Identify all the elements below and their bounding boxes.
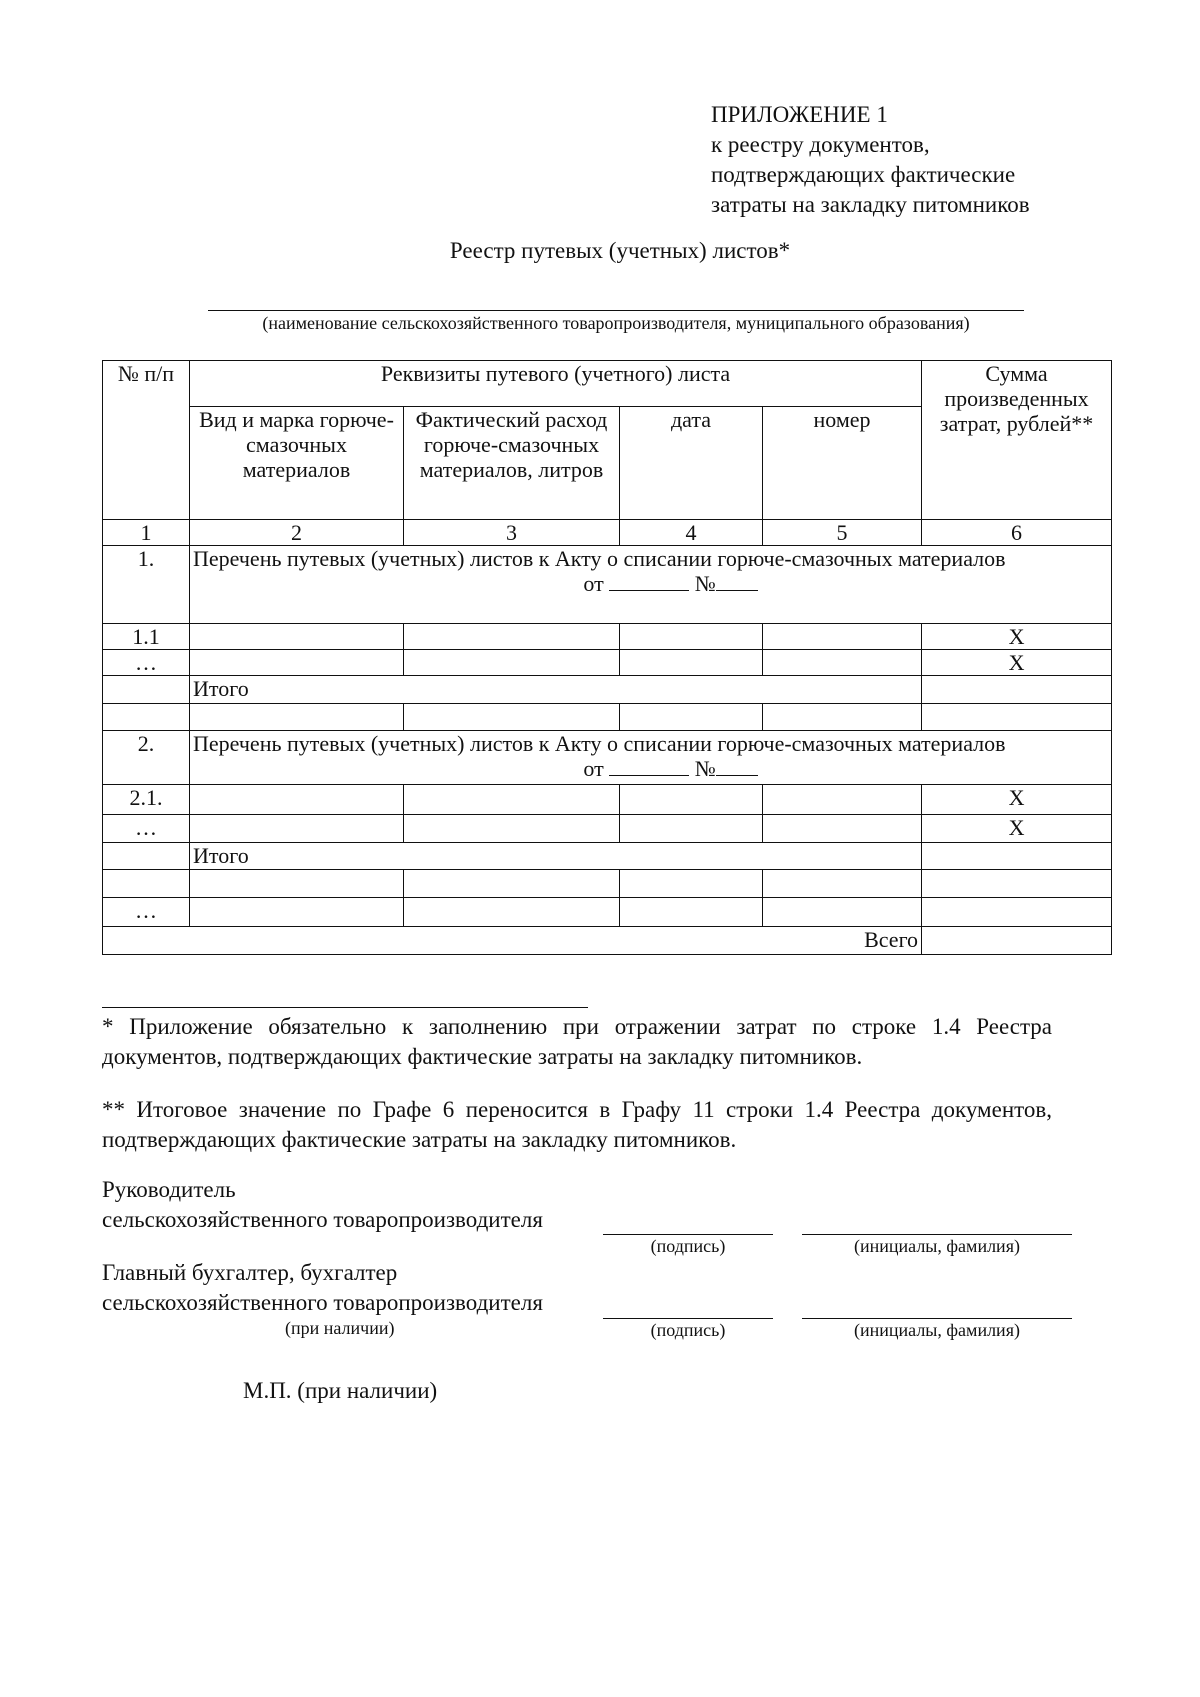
cell-number[interactable] [763, 898, 922, 927]
section-1-date-blank[interactable] [609, 572, 689, 591]
footnote-separator [102, 1007, 588, 1008]
row-num: … [103, 650, 190, 676]
cell-date[interactable] [620, 898, 763, 927]
document-title: Реестр путевых (учетных) листов* [449, 238, 791, 263]
total-1-label: Итого [190, 676, 922, 704]
cell-fuel-type[interactable] [190, 898, 404, 927]
cell-date[interactable] [620, 650, 763, 676]
cell-number[interactable] [763, 624, 922, 650]
head-title-line1: Руководитель [102, 1177, 236, 1202]
section-1-from-label: от [583, 571, 604, 596]
cell-sum: Х [922, 650, 1112, 676]
column-number: 2 [190, 520, 404, 546]
section-2-no-label: № [694, 756, 716, 781]
cell-sum[interactable] [922, 704, 1112, 731]
column-number: 3 [404, 520, 620, 546]
row-num [103, 704, 190, 731]
cell-number[interactable] [763, 704, 922, 731]
appendix-block [711, 100, 1030, 220]
cell-fuel-type[interactable] [190, 785, 404, 815]
footnote-1: * Приложение обязательно к заполнению при отражении затрат по строке 1.4 Реестра документов, подтверждающих фактические затраты на закладку питомников. [102, 1014, 1052, 1069]
total-num-cell [103, 676, 190, 704]
row-num: 1.1 [103, 624, 190, 650]
accountant-signature-line[interactable] [603, 1318, 773, 1319]
cell-fuel-consumption[interactable] [404, 624, 620, 650]
cell-fuel-type[interactable] [190, 624, 404, 650]
cell-number[interactable] [763, 870, 922, 898]
section-1-num: 1. [103, 546, 190, 624]
cell-sum: Х [922, 815, 1112, 843]
header-number: номер [763, 407, 922, 520]
cell-number[interactable] [763, 815, 922, 843]
header-fuel-type: Вид и марка горюче-смазочных материалов [190, 407, 404, 520]
header-sum: Сумма произведенных затрат, рублей** [922, 361, 1112, 520]
table-row [103, 870, 1112, 898]
section-1-row [103, 546, 1112, 624]
cell-sum: Х [922, 785, 1112, 815]
total-row [103, 843, 1112, 870]
head-signature-caption: (подпись) [650, 1236, 726, 1256]
cell-fuel-type[interactable] [190, 815, 404, 843]
head-signature-line[interactable] [603, 1234, 773, 1235]
cell-number[interactable] [763, 650, 922, 676]
total-2-label: Итого [190, 843, 922, 870]
appendix-heading: ПРИЛОЖЕНИЕ 1 [711, 102, 888, 127]
grand-total-row [103, 927, 1112, 955]
table-row [103, 650, 1112, 676]
cell-date[interactable] [620, 704, 763, 731]
cell-sum[interactable] [922, 870, 1112, 898]
cell-sum[interactable] [922, 898, 1112, 927]
column-numbers-row [103, 520, 1112, 546]
accountant-note: (при наличии) [285, 1318, 395, 1338]
cell-fuel-consumption[interactable] [404, 870, 620, 898]
cell-date[interactable] [620, 785, 763, 815]
accountant-name-caption: (инициалы, фамилия) [854, 1320, 1020, 1340]
total-num-cell [103, 843, 190, 870]
cell-fuel-type[interactable] [190, 650, 404, 676]
table-row [103, 704, 1112, 731]
header-date: дата [620, 407, 763, 520]
cell-fuel-consumption[interactable] [404, 785, 620, 815]
cell-fuel-consumption[interactable] [404, 898, 620, 927]
accountant-title-line1: Главный бухгалтер, бухгалтер [102, 1260, 398, 1285]
column-number: 5 [763, 520, 922, 546]
appendix-line: к реестру документов, [711, 132, 930, 157]
cell-fuel-type[interactable] [190, 870, 404, 898]
total-2-sum[interactable] [922, 843, 1112, 870]
total-1-sum[interactable] [922, 676, 1112, 704]
organization-name-line[interactable] [208, 310, 1024, 311]
appendix-line: подтверждающих фактические [711, 162, 1016, 187]
table-row [103, 815, 1112, 843]
grand-total-sum[interactable] [922, 927, 1112, 955]
section-1-no-label: № [694, 571, 716, 596]
total-row [103, 676, 1112, 704]
cell-date[interactable] [620, 624, 763, 650]
cell-fuel-type[interactable] [190, 704, 404, 731]
accountant-name-line[interactable] [802, 1318, 1072, 1319]
column-number: 4 [620, 520, 763, 546]
column-number: 1 [103, 520, 190, 546]
section-2-number-blank[interactable] [716, 757, 758, 776]
cell-number[interactable] [763, 785, 922, 815]
head-name-caption: (инициалы, фамилия) [854, 1236, 1020, 1256]
row-num [103, 870, 190, 898]
section-2-row [103, 731, 1112, 785]
row-num: 2.1. [103, 785, 190, 815]
table-row [103, 898, 1112, 927]
cell-date[interactable] [620, 870, 763, 898]
header-fuel-consumption: Фактический расход горюче-смазочных материалов, литров [404, 407, 620, 520]
section-1-text: Перечень путевых (учетных) листов к Акту о списании горюче-смазочных материалов [193, 546, 1006, 571]
row-num: … [103, 815, 190, 843]
cell-fuel-consumption[interactable] [404, 704, 620, 731]
section-1-title [190, 546, 1112, 624]
head-title-line2: сельскохозяйственного товаропроизводителя [102, 1207, 543, 1232]
column-number: 6 [922, 520, 1112, 546]
section-2-title [190, 731, 1112, 785]
section-2-text: Перечень путевых (учетных) листов к Акту о списании горюче-смазочных материалов [193, 731, 1006, 756]
row-num: … [103, 898, 190, 927]
section-1-number-blank[interactable] [716, 572, 758, 591]
section-2-from-label: от [583, 756, 604, 781]
table-row [103, 785, 1112, 815]
stamp-place: М.П. (при наличии) [243, 1378, 438, 1403]
register-table [102, 360, 1112, 955]
accountant-signature-caption: (подпись) [650, 1320, 726, 1340]
header-requisites: Реквизиты путевого (учетного) листа [190, 361, 922, 407]
organization-name-caption: (наименование сельскохозяйственного товаропроизводителя, муниципального образования) [262, 313, 970, 333]
appendix-line: затраты на закладку питомников [711, 192, 1030, 217]
table-row [103, 624, 1112, 650]
head-name-line[interactable] [802, 1234, 1072, 1235]
accountant-title-line2: сельскохозяйственного товаропроизводителя [102, 1290, 543, 1315]
cell-fuel-consumption[interactable] [404, 815, 620, 843]
cell-sum: Х [922, 624, 1112, 650]
cell-fuel-consumption[interactable] [404, 650, 620, 676]
header-num: № п/п [103, 361, 190, 520]
section-2-num: 2. [103, 731, 190, 785]
grand-total-label: Всего [103, 927, 922, 955]
footnote-2: ** Итоговое значение по Графе 6 переносится в Графу 11 строки 1.4 Реестра документов, подтверждающих фактические затраты на закладку питомников. [102, 1097, 1052, 1152]
section-2-date-blank[interactable] [609, 757, 689, 776]
cell-date[interactable] [620, 815, 763, 843]
